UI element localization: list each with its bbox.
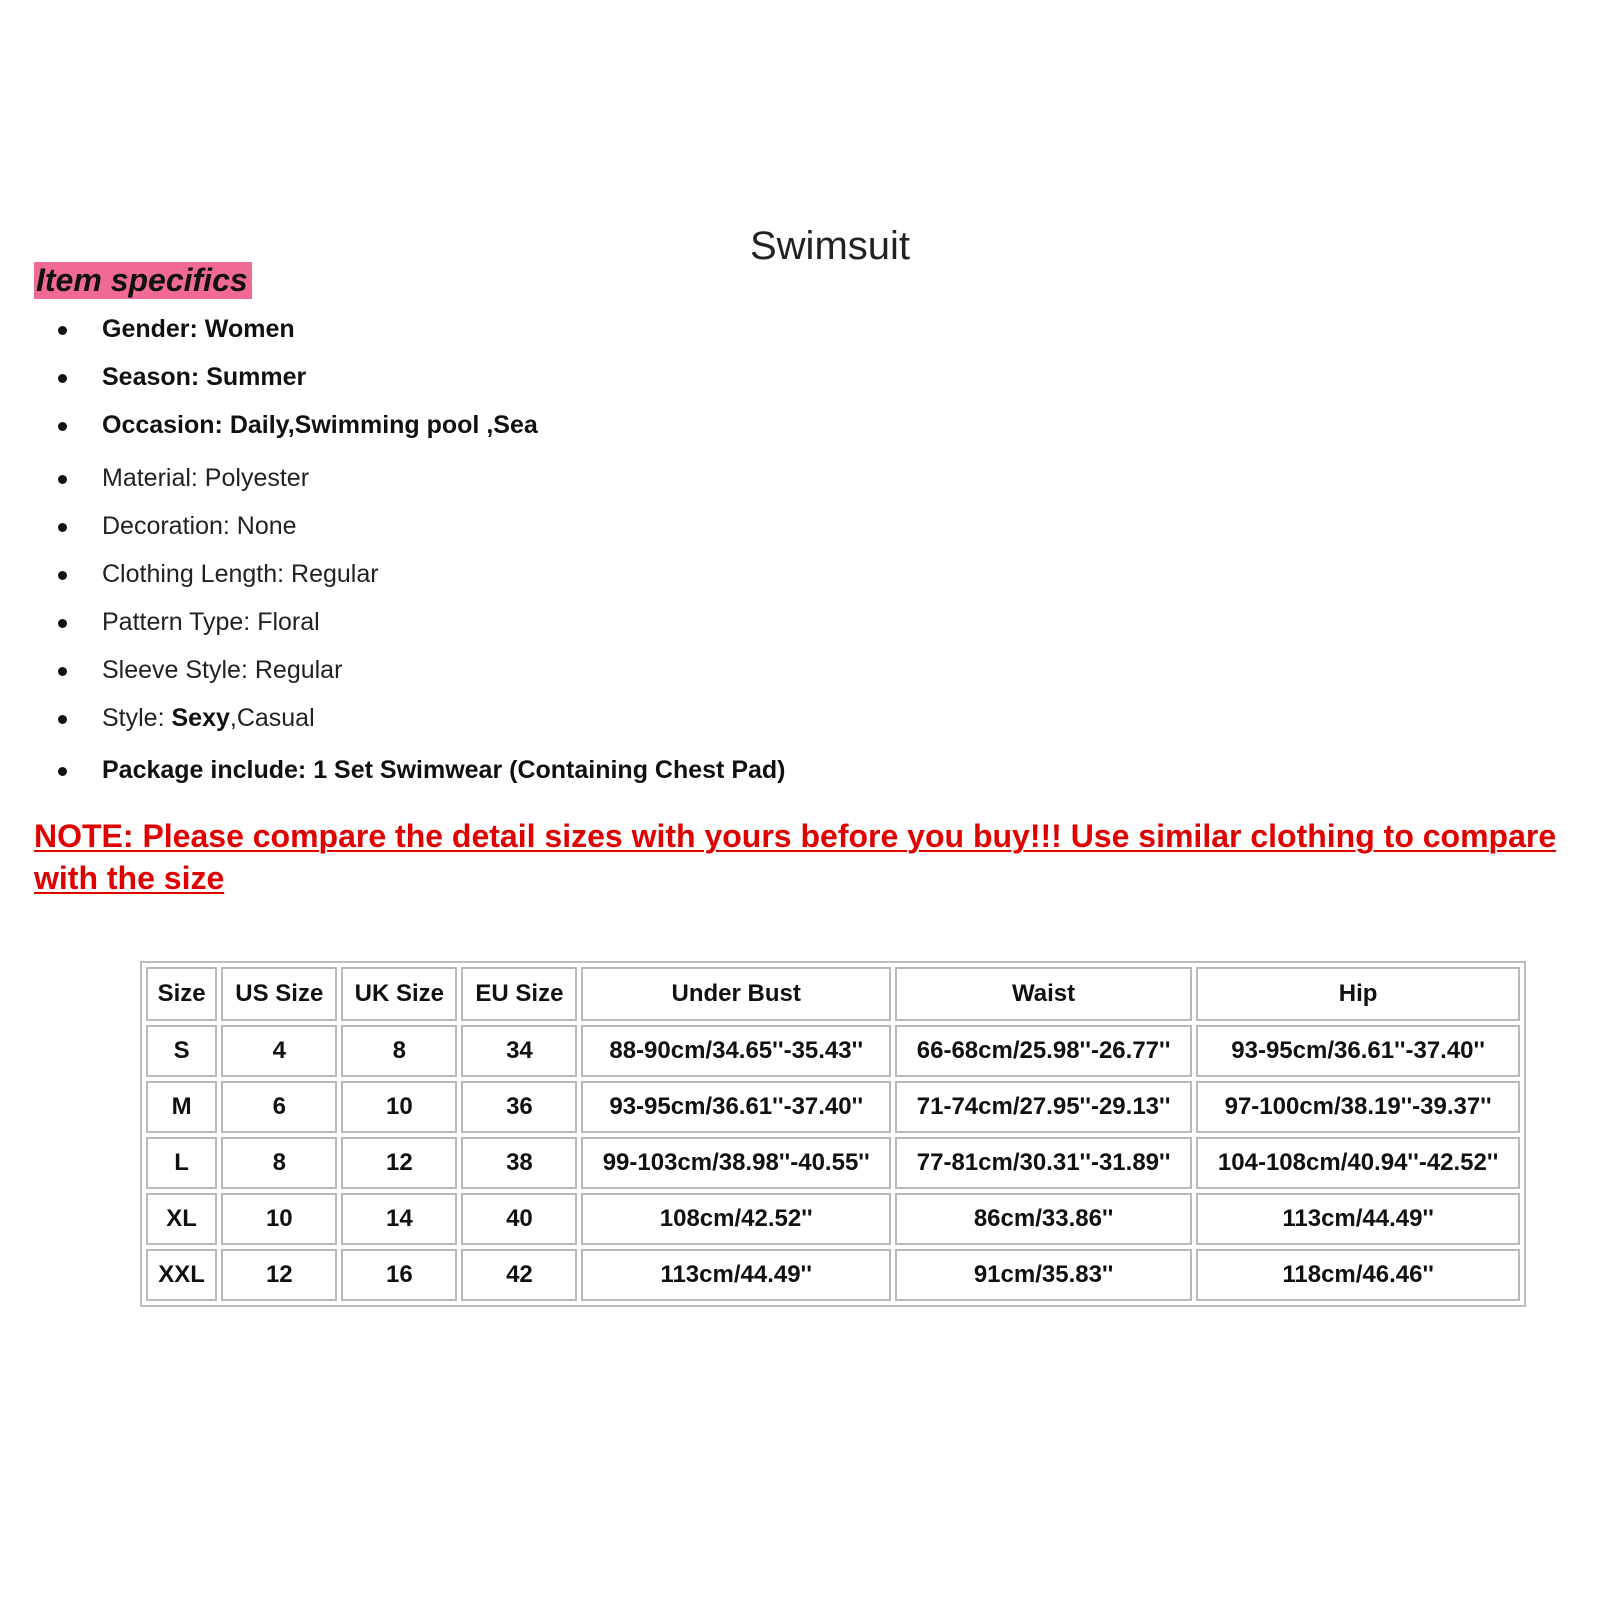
table-cell: 108cm/42.52'': [581, 1193, 891, 1245]
spec-text: Decoration: None: [102, 512, 297, 540]
table-cell: L: [146, 1137, 217, 1189]
table-cell: 113cm/44.49'': [1196, 1193, 1520, 1245]
column-header-size: Size: [146, 967, 217, 1021]
table-cell: 14: [341, 1193, 457, 1245]
page-title: Swimsuit: [749, 223, 911, 268]
column-header-under-bust: Under Bust: [581, 967, 891, 1021]
bullet-icon: [58, 422, 67, 431]
table-cell: 104-108cm/40.94''-42.52'': [1196, 1137, 1520, 1189]
spec-text: Season: Summer: [102, 363, 307, 391]
table-cell: 8: [341, 1025, 457, 1077]
table-row: [146, 1249, 1520, 1301]
spec-style-prefix: Style:: [102, 704, 172, 732]
table-row: [146, 1081, 1520, 1133]
bullet-icon: [58, 326, 67, 335]
size-chart-table: [140, 961, 1526, 1307]
table-header-row: [146, 967, 1520, 1021]
table-cell: 93-95cm/36.61''-37.40'': [1196, 1025, 1520, 1077]
spec-text: Clothing Length: Regular: [102, 560, 379, 588]
table-cell: 38: [461, 1137, 577, 1189]
table-cell: 10: [221, 1193, 337, 1245]
spec-text: Material: Polyester: [102, 464, 310, 492]
table-row: [146, 1025, 1520, 1077]
table-cell: 88-90cm/34.65''-35.43'': [581, 1025, 891, 1077]
column-header-us-size: US Size: [221, 967, 337, 1021]
table-cell: 99-103cm/38.98''-40.55'': [581, 1137, 891, 1189]
bullet-icon: [58, 667, 67, 676]
table-cell: 16: [341, 1249, 457, 1301]
column-header-uk-size: UK Size: [341, 967, 457, 1021]
table-cell: 97-100cm/38.19''-39.37'': [1196, 1081, 1520, 1133]
bullet-icon: [58, 715, 67, 724]
table-cell: 86cm/33.86'': [895, 1193, 1192, 1245]
item-specifics-label: Item specifics: [34, 262, 252, 299]
spec-text: [102, 703, 315, 733]
bullet-icon: [58, 571, 67, 580]
bullet-icon: [58, 523, 67, 532]
table-row: [146, 1137, 1520, 1189]
table-cell: 8: [221, 1137, 337, 1189]
spec-text: Sleeve Style: Regular: [102, 656, 343, 684]
table-cell: 10: [341, 1081, 457, 1133]
column-header-eu-size: EU Size: [461, 967, 577, 1021]
size-note: NOTE: Please compare the detail sizes with yours before you buy!!! Use similar clothing to compare with the size: [34, 818, 1557, 896]
table-row: [146, 1193, 1520, 1245]
bullet-icon: [58, 374, 67, 383]
spec-text: Package include: 1 Set Swimwear (Containing Chest Pad): [102, 756, 786, 784]
table-cell: 66-68cm/25.98''-26.77'': [895, 1025, 1192, 1077]
table-cell: 4: [221, 1025, 337, 1077]
table-cell: 118cm/46.46'': [1196, 1249, 1520, 1301]
column-header-waist: Waist: [895, 967, 1192, 1021]
table-cell: 91cm/35.83'': [895, 1249, 1192, 1301]
table-cell: 113cm/44.49'': [581, 1249, 891, 1301]
table-cell: S: [146, 1025, 217, 1077]
table-cell: 36: [461, 1081, 577, 1133]
table-cell: 42: [461, 1249, 577, 1301]
spec-style-bold: Sexy: [171, 704, 230, 732]
table-cell: 12: [341, 1137, 457, 1189]
table-cell: 40: [461, 1193, 577, 1245]
table-cell: 34: [461, 1025, 577, 1077]
spec-style-suffix: ,Casual: [229, 704, 315, 732]
spec-text: Gender: Women: [102, 315, 295, 343]
bullet-icon: [58, 767, 67, 776]
table-cell: M: [146, 1081, 217, 1133]
table-cell: 77-81cm/30.31''-31.89'': [895, 1137, 1192, 1189]
table-cell: XL: [146, 1193, 217, 1245]
table-cell: 12: [221, 1249, 337, 1301]
spec-text: Occasion: Daily,Swimming pool ,Sea: [102, 411, 538, 439]
table-cell: 6: [221, 1081, 337, 1133]
column-header-hip: Hip: [1196, 967, 1520, 1021]
table-cell: 71-74cm/27.95''-29.13'': [895, 1081, 1192, 1133]
spec-text: Pattern Type: Floral: [102, 608, 320, 636]
bullet-icon: [58, 475, 67, 484]
bullet-icon: [58, 619, 67, 628]
table-cell: XXL: [146, 1249, 217, 1301]
table-cell: 93-95cm/36.61''-37.40'': [581, 1081, 891, 1133]
